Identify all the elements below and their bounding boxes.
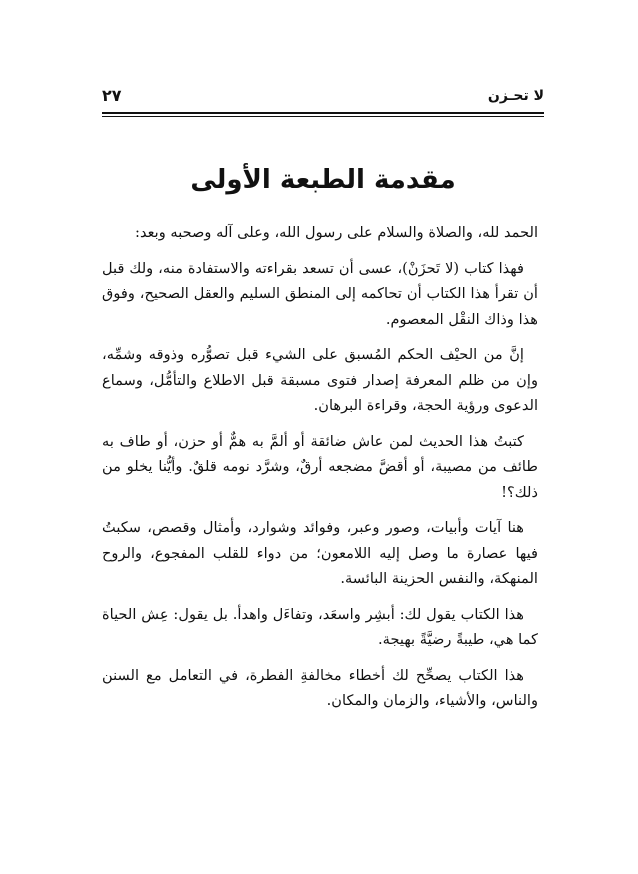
running-title: لا تحـزن bbox=[487, 88, 544, 104]
body-text bbox=[102, 220, 538, 724]
page-header bbox=[102, 86, 544, 112]
paragraph: إنَّ من الحيْف الحكم المُسبق على الشيء قبل تصوُّره وذوقه وشمِّه، وإن من ظلم المعرفة إصدار فتوى مسبقة قبل الاطلاع والتأمُّل، وسماع الدعوى ورؤية الحجة، وقراءة البرهان. bbox=[102, 346, 538, 414]
paragraph: فهذا كتاب (لا تَحزَنْ)، عسى أن تسعد بقراءته والاستفادة منه، ولك قبل أن تقرأ هذا الكتاب أن تحاكمه إلى المنطق السليم والعقل الصحيح، وفوق هذا وذاك النقْل المعصوم. bbox=[102, 259, 538, 328]
paragraph: هذا الكتاب يصحِّح لك أخطاء مخالفةِ الفطرة، في التعامل مع السنن والناس، والأشياء، والزمان والمكان. bbox=[102, 666, 538, 709]
paragraph: الحمد لله، والصلاة والسلام على رسول الله، وعلى آله وصحبه وبعد: bbox=[135, 224, 538, 241]
page-number: ٢٧ bbox=[102, 86, 122, 105]
paragraph: هذا الكتاب يقول لك: أبشِر واسعَد، وتفاءَل واهدأ. بل يقول: عِش الحياة كما هي، طيبةً رضيَّةً بهيجة. bbox=[102, 605, 538, 648]
chapter-title: مقدمة الطبعة الأولى bbox=[190, 165, 456, 195]
paragraph: كتبتُ هذا الحديث لمن عاش ضائقة أو ألمَّ به همٌّ أو حزن، أو طاف به طائف من مصيبة، أو أقضَّ مضجعه أرقٌ، وشرَّد نومه قلقٌ. وأيُّنا يخلو من ذلك؟! bbox=[102, 432, 538, 501]
header-rule-thin bbox=[102, 116, 544, 117]
header-rule-thick bbox=[102, 112, 544, 114]
paragraph: هنا آيات وأبيات، وصور وعبر، وفوائد وشوارد، وأمثال وقصص، سكبتُ فيها عصارة ما وصل إليه اللامعون؛ من دواء للقلب المفجوع، والروح المنهكة، والنفس الحزينة البائسة. bbox=[102, 519, 538, 587]
